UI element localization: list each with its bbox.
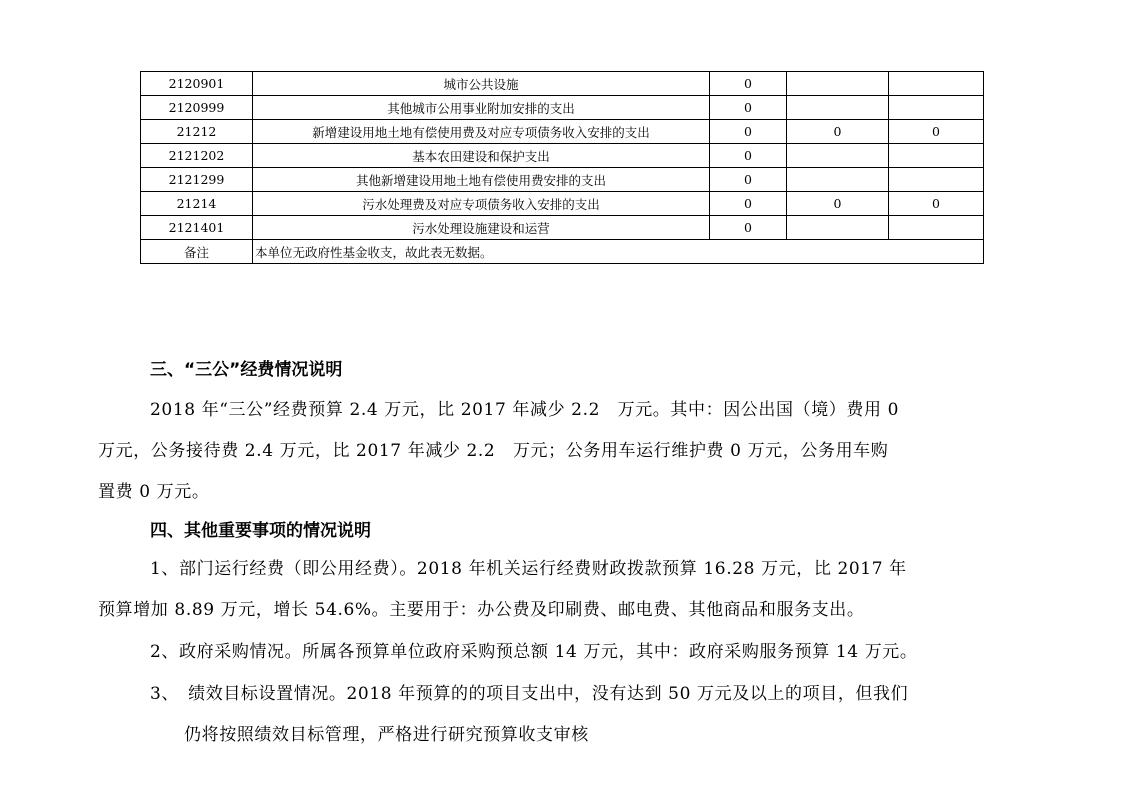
section-three-heading: 三、“三公”经费情况说明 [150,360,343,380]
section-three-line: 置费 0 万元。 [98,482,210,502]
row-value-2 [787,96,889,120]
note-text: 本单位无政府性基金收支，故此表无数据。 [253,240,984,264]
item1-line: 1、部门运行经费（即公用经费）。2018 年机关运行经费财政拨款预算 16.28 万元，比 2017 年 [150,559,907,579]
table-row [141,120,984,144]
row-value-1: 0 [710,96,787,120]
table-row [141,192,984,216]
fund-table [140,71,984,264]
table-row [141,144,984,168]
row-value-3 [889,216,984,240]
row-code: 2121202 [141,144,253,168]
item3-line: 3、 绩效目标设置情况。2018 年预算的的项目支出中，没有达到 50 万元及以上的项目，但我们 [150,684,909,704]
table-row [141,72,984,96]
row-value-3 [889,72,984,96]
row-value-3: 0 [889,120,984,144]
row-value-1: 0 [710,192,787,216]
row-code: 2120901 [141,72,253,96]
row-code: 2121401 [141,216,253,240]
table-row [141,216,984,240]
row-name: 其他城市公用事业附加安排的支出 [253,96,710,120]
row-name: 污水处理设施建设和运营 [253,216,710,240]
row-code: 21212 [141,120,253,144]
row-value-1: 0 [710,168,787,192]
row-value-3 [889,96,984,120]
row-value-2 [787,168,889,192]
note-row [141,240,984,264]
row-value-2 [787,216,889,240]
note-label: 备注 [141,240,253,264]
row-name: 新增建设用地土地有偿使用费及对应专项债务收入安排的支出 [253,120,710,144]
row-value-3 [889,168,984,192]
row-name: 城市公共设施 [253,72,710,96]
row-value-1: 0 [710,120,787,144]
row-code: 2120999 [141,96,253,120]
row-value-2: 0 [787,120,889,144]
row-name: 基本农田建设和保护支出 [253,144,710,168]
table-row [141,96,984,120]
table-row [141,168,984,192]
row-name: 污水处理费及对应专项债务收入安排的支出 [253,192,710,216]
row-value-2 [787,72,889,96]
row-value-1: 0 [710,144,787,168]
row-value-1: 0 [710,72,787,96]
row-value-3: 0 [889,192,984,216]
section-three-line: 万元，公务接待费 2.4 万元，比 2017 年减少 2.2 万元；公务用车运行维护费 0 万元，公务用车购 [98,441,889,461]
row-value-2: 0 [787,192,889,216]
row-value-1: 0 [710,216,787,240]
item3-line: 仍将按照绩效目标管理，严格进行研究预算收支审核 [184,725,589,745]
row-code: 2121299 [141,168,253,192]
row-value-3 [889,144,984,168]
row-value-2 [787,144,889,168]
section-three-line: 2018 年“三公”经费预算 2.4 万元，比 2017 年减少 2.2 万元。其中：因公出国（境）费用 0 [150,400,900,420]
row-code: 21214 [141,192,253,216]
section-four-heading: 四、其他重要事项的情况说明 [150,521,371,541]
item1-line: 预算增加 8.89 万元，增长 54.6%。主要用于：办公费及印刷费、邮电费、其他商品和服务支出。 [98,600,865,620]
item2-paragraph: 2、政府采购情况。所属各预算单位政府采购预总额 14 万元，其中：政府采购服务预算 14 万元。 [150,642,918,662]
row-name: 其他新增建设用地土地有偿使用费安排的支出 [253,168,710,192]
